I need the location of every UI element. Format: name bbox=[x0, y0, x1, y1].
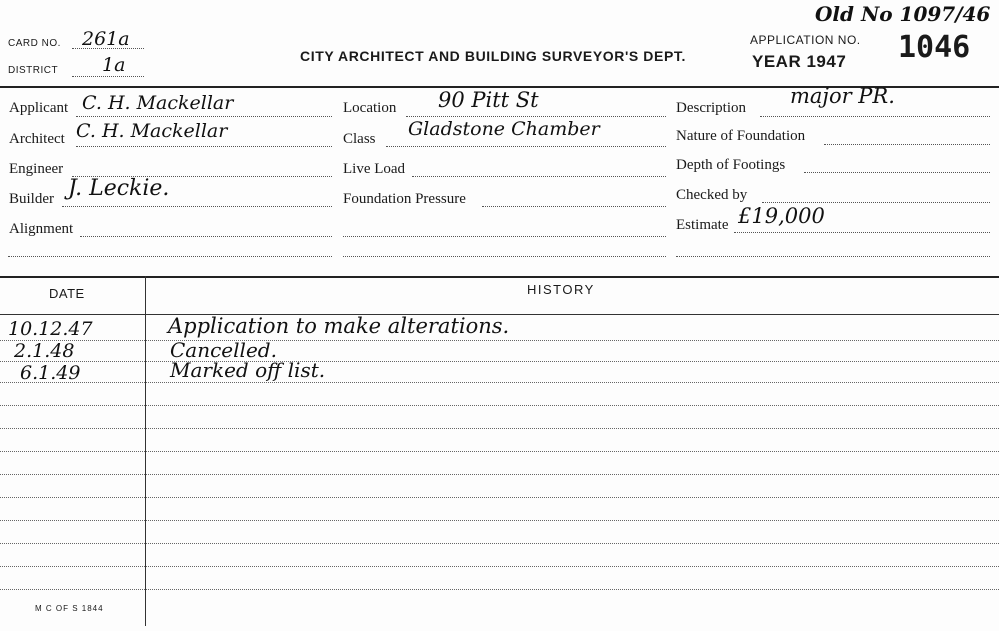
district-label: DISTRICT bbox=[8, 65, 59, 76]
row-line-3 bbox=[0, 382, 999, 383]
card-no-dotline bbox=[72, 48, 144, 49]
history-header: HISTORY bbox=[527, 282, 595, 297]
row-line-10 bbox=[0, 543, 999, 544]
class-label: Class bbox=[343, 131, 376, 147]
location-value: 90 Pitt St bbox=[438, 88, 539, 112]
blank-dotline-2 bbox=[343, 256, 666, 257]
nature-dotline bbox=[824, 144, 990, 145]
card-no-value: 261a bbox=[82, 28, 130, 50]
live-load-dotline bbox=[412, 176, 666, 177]
applicant-label: Applicant bbox=[9, 100, 69, 116]
department-title: CITY ARCHITECT AND BUILDING SURVEYOR'S DEPT. bbox=[300, 48, 686, 64]
row-line-1 bbox=[0, 340, 999, 341]
builder-dotline bbox=[62, 206, 332, 207]
depth-of-footings-label: Depth of Footings bbox=[676, 157, 786, 173]
print-code: M C OF S 1844 bbox=[35, 604, 104, 613]
architect-value: C. H. Mackellar bbox=[76, 120, 228, 142]
location-label: Location bbox=[343, 100, 397, 116]
application-number: 1046 bbox=[898, 30, 971, 65]
architect-label: Architect bbox=[9, 131, 65, 147]
class-value: Gladstone Chamber bbox=[408, 118, 600, 140]
applicant-value: C. H. Mackellar bbox=[82, 92, 234, 114]
blank-dotline-1 bbox=[8, 256, 332, 257]
row-line-7 bbox=[0, 474, 999, 475]
district-value: 1a bbox=[102, 54, 126, 76]
date-header: DATE bbox=[49, 286, 85, 301]
history-entry-2: Cancelled. bbox=[170, 338, 277, 362]
nature-of-foundation-label: Nature of Foundation bbox=[676, 128, 806, 144]
applicant-dotline bbox=[76, 116, 332, 117]
district-dotline bbox=[72, 76, 144, 77]
builder-label: Builder bbox=[9, 191, 54, 207]
column2-extra-dotline bbox=[343, 236, 666, 237]
class-dotline bbox=[386, 146, 666, 147]
row-line-5 bbox=[0, 428, 999, 429]
engineer-label: Engineer bbox=[9, 161, 64, 177]
row-line-6 bbox=[0, 451, 999, 452]
row-line-12 bbox=[0, 589, 999, 590]
row-line-8 bbox=[0, 497, 999, 498]
estimate-label: Estimate bbox=[676, 217, 729, 233]
application-label: APPLICATION NO. bbox=[750, 33, 861, 47]
estimate-value: £19,000 bbox=[738, 204, 825, 228]
history-date-2: 2.1.48 bbox=[14, 340, 75, 362]
location-dotline bbox=[406, 116, 666, 117]
description-dotline bbox=[760, 116, 990, 117]
history-entry-3: Marked off list. bbox=[170, 358, 326, 382]
blank-dotline-3 bbox=[676, 256, 990, 257]
foundation-pressure-label: Foundation Pressure bbox=[343, 191, 466, 207]
checked-by-dotline bbox=[762, 202, 990, 203]
history-date-3: 6.1.49 bbox=[20, 362, 81, 384]
alignment-label: Alignment bbox=[9, 221, 74, 237]
row-line-4 bbox=[0, 405, 999, 406]
row-line-11 bbox=[0, 566, 999, 567]
card-no-label: CARD NO. bbox=[8, 38, 61, 49]
row-line-2 bbox=[0, 361, 999, 362]
row-line-9 bbox=[0, 520, 999, 521]
architect-dotline bbox=[76, 146, 332, 147]
depth-dotline bbox=[804, 172, 990, 173]
old-number: Old No 1097/46 bbox=[815, 2, 991, 26]
description-value: major PR. bbox=[790, 84, 895, 108]
checked-by-label: Checked by bbox=[676, 187, 748, 203]
alignment-dotline bbox=[80, 236, 332, 237]
table-top-rule bbox=[0, 276, 999, 278]
live-load-label: Live Load bbox=[343, 161, 406, 177]
history-date-1: 10.12.47 bbox=[8, 318, 93, 340]
foundation-pressure-dotline bbox=[482, 206, 666, 207]
estimate-dotline bbox=[734, 232, 990, 233]
description-label: Description bbox=[676, 100, 746, 116]
year-label: YEAR 1947 bbox=[752, 52, 847, 71]
builder-value: J. Leckie. bbox=[68, 176, 170, 201]
history-entry-1: Application to make alterations. bbox=[168, 314, 510, 338]
